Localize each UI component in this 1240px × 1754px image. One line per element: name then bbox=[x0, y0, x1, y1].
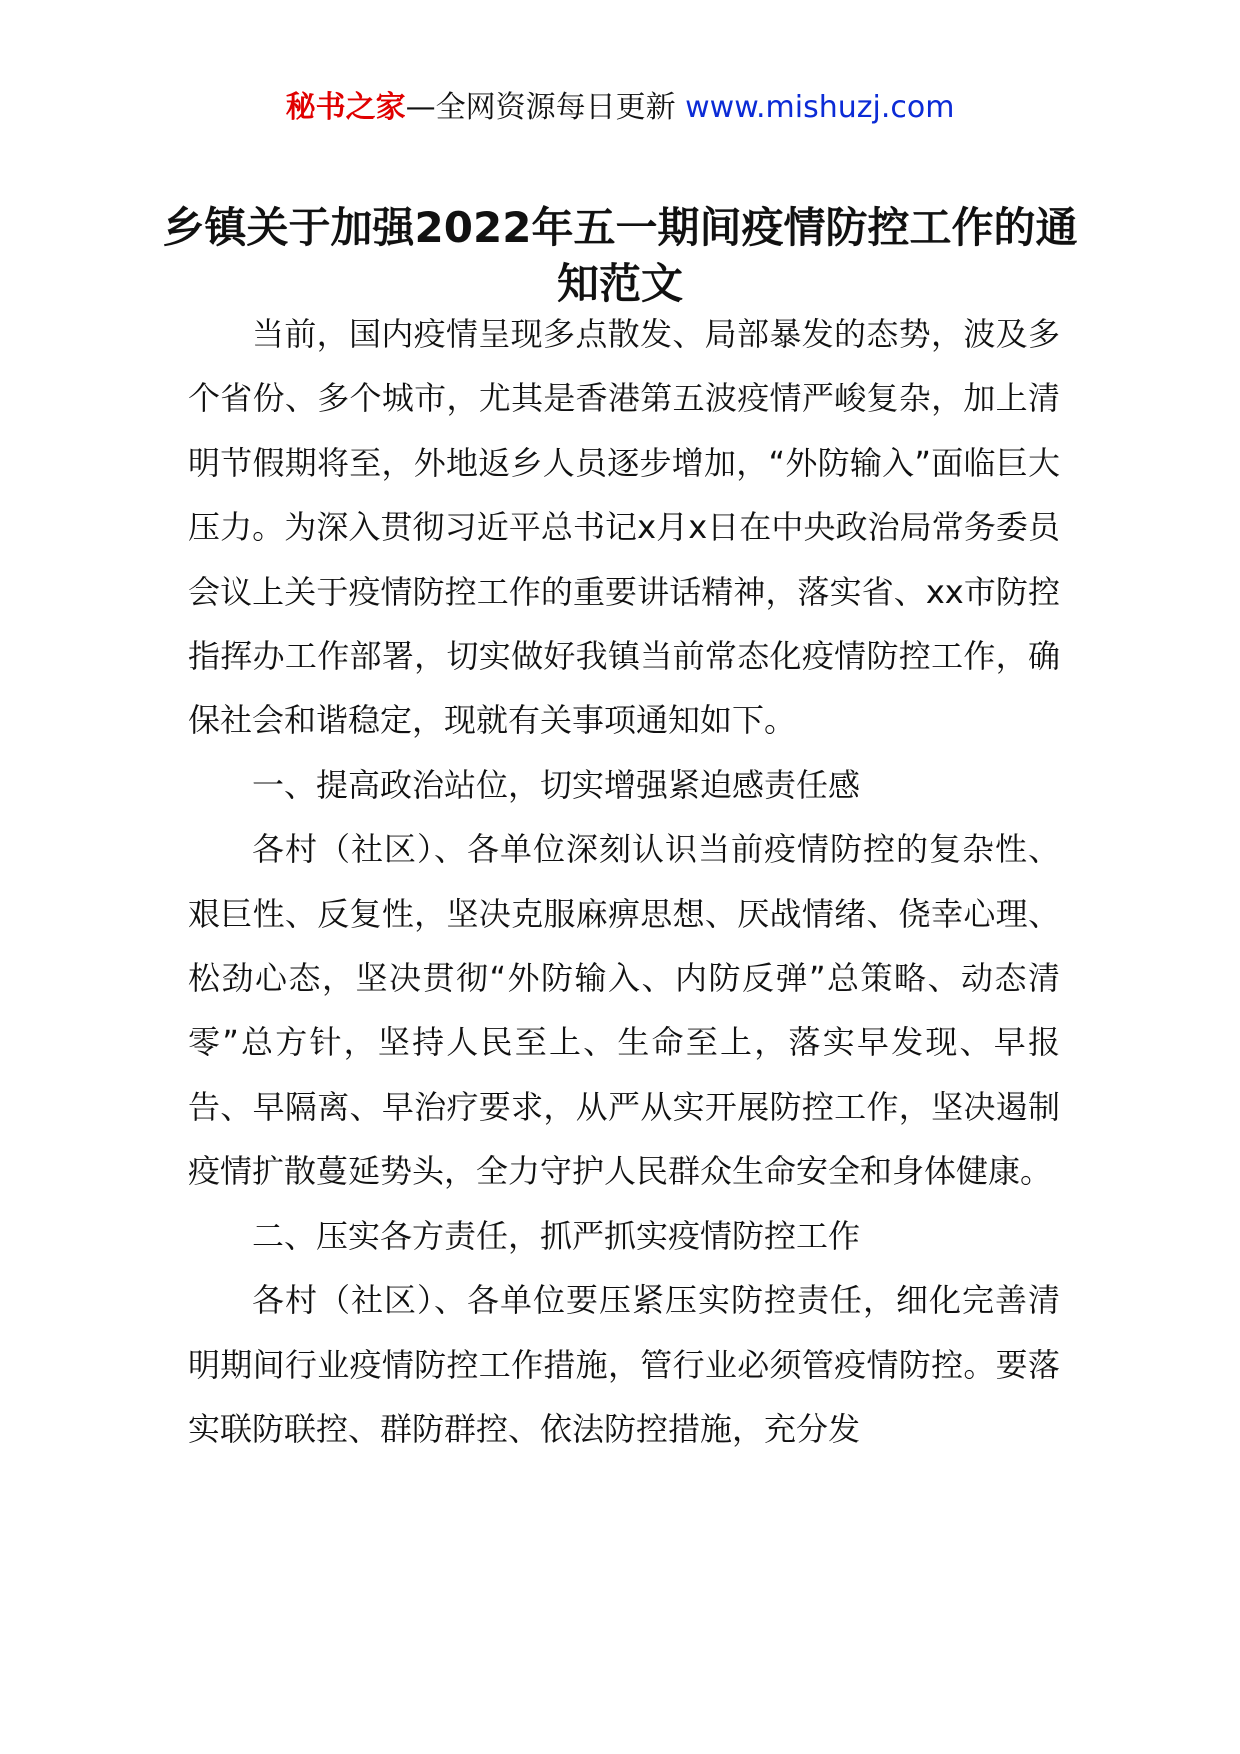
document-body bbox=[188, 302, 1060, 1461]
intro-paragraph: 当前，国内疫情呈现多点散发、局部暴发的态势，波及多个省份、多个城市，尤其是香港第五波疫情严峻复杂，加上清明节假期将至，外地返乡人员逐步增加，“外防输入”面临巨大压力。为深入贯彻习近平总书记x月x日在中央政治局常务委员会议上关于疫情防控工作的重要讲话精神，落实省、xx市防控指挥办工作部署，切实做好我镇当前常态化疫情防控工作，确保社会和谐稳定，现就有关事项通知如下。 bbox=[188, 315, 1060, 740]
document-title: 乡镇关于加强2022年五一期间疫情防控工作的通知范文 bbox=[162, 203, 1078, 309]
section-heading-2: 二、压实各方责任，抓严抓实疫情防控工作 bbox=[252, 1216, 861, 1255]
section-paragraph-1: 各村（社区）、各单位深刻认识当前疫情防控的复杂性、艰巨性、反复性，坚决克服麻痹思想、厌战情绪、侥幸心理、松劲心态，坚决贯彻“外防输入、内防反弹”总策略、动态清零”总方针，坚持人民至上、生命至上，落实早发现、早报告、早隔离、早治疗要求，从严从实开展防控工作，坚决遏制疫情扩散蔓延势头，全力守护人民群众生命安全和身体健康。 bbox=[188, 830, 1060, 1191]
section-paragraph-2: 各村（社区）、各单位要压紧压实防控责任，细化完善清明期间行业疫情防控工作措施，管行业必须管疫情防控。要落实联防联控、群防群控、依法防控措施，充分发 bbox=[188, 1281, 1060, 1448]
section-heading-1: 一、提高政治站位，切实增强紧迫感责任感 bbox=[252, 765, 861, 804]
site-tagline: —全网资源每日更新 bbox=[405, 90, 676, 125]
site-link[interactable]: www.mishuzj.com bbox=[685, 90, 955, 125]
site-header bbox=[0, 88, 1240, 128]
site-brand[interactable]: 秘书之家 bbox=[285, 90, 406, 125]
